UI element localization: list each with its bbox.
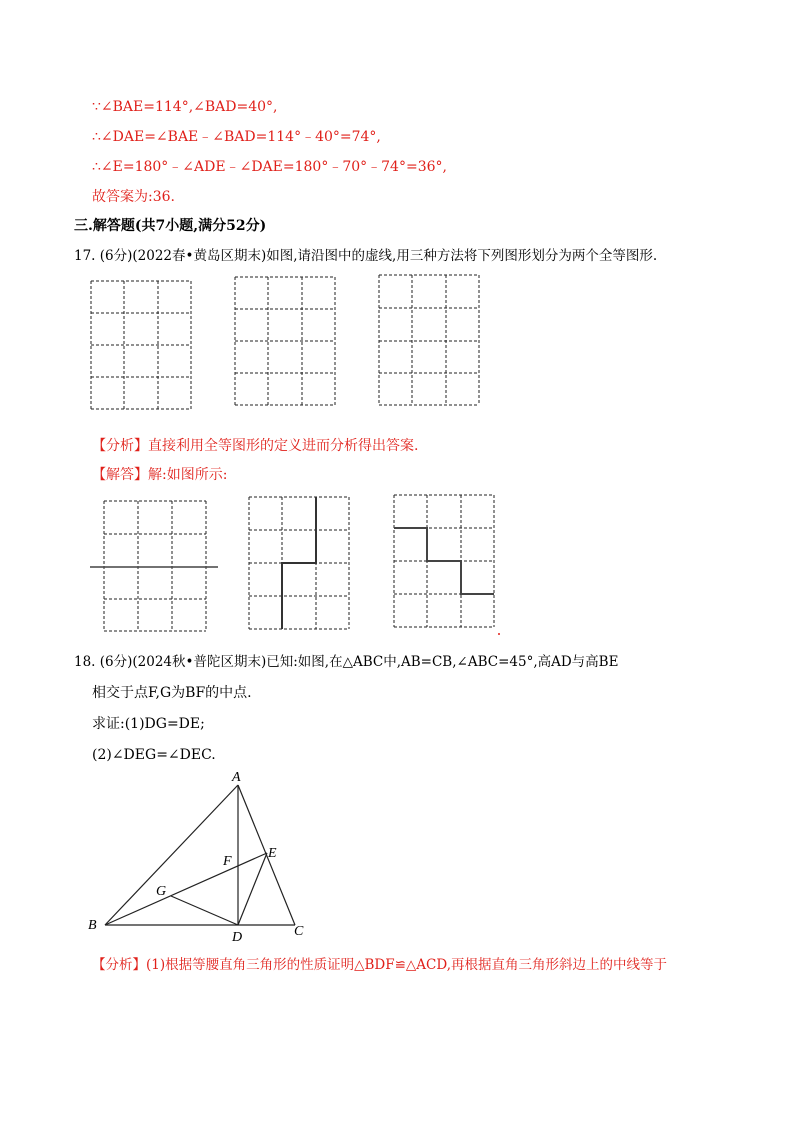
question-18-line-1: 18. (6分)(2024秋•普陀区期末)已知:如图,在△ABC中,AB=CB,∠ABC=45°,高AD与高BE bbox=[74, 654, 619, 670]
question-grid-1 bbox=[90, 280, 194, 412]
section-title: 三.解答题(共7小题,满分52分) bbox=[74, 218, 267, 234]
question-18-prove-1: 求证:(1)DG=DE; bbox=[92, 716, 205, 732]
solution-answer: 故答案为:36. bbox=[92, 189, 175, 205]
label-a: A bbox=[232, 770, 241, 785]
question-18-prove-2: (2)∠DEG=∠DEC. bbox=[92, 747, 216, 763]
label-f: F bbox=[223, 854, 232, 869]
question-grid-3 bbox=[378, 274, 482, 408]
segment-dg bbox=[171, 896, 238, 925]
question-18-line-2: 相交于点F,G为BF的中点. bbox=[92, 685, 252, 701]
label-g: G bbox=[156, 884, 167, 899]
question-grid-2 bbox=[234, 276, 338, 408]
triangle-figure bbox=[80, 765, 320, 945]
answer-grid-1 bbox=[90, 500, 220, 634]
label-c: C bbox=[294, 924, 304, 939]
answer-grid-2 bbox=[248, 496, 352, 632]
question-18-analysis: 【分析】(1)根据等腰直角三角形的性质证明△BDF≌△ACD,再根据直角三角形斜边上的中线等于 bbox=[92, 957, 668, 973]
question-17-answer: 【解答】解:如图所示: bbox=[92, 467, 228, 483]
solution-line-3: ∴∠E=180°﹣∠ADE﹣∠DAE=180°﹣70°﹣74°=36°, bbox=[92, 159, 447, 175]
label-d: D bbox=[232, 930, 243, 945]
solution-line-1: ∵∠BAE=114°,∠BAD=40°, bbox=[92, 99, 278, 115]
solution-line-2: ∴∠DAE=∠BAE﹣∠BAD=114°﹣40°=74°, bbox=[92, 129, 381, 145]
segment-ab bbox=[105, 785, 238, 925]
answer-grid-3 bbox=[393, 494, 505, 638]
question-17-text: 17. (6分)(2022春•黄岛区期末)如图,请沿图中的虚线,用三种方法将下列图形划分为两个全等图形. bbox=[74, 248, 658, 264]
question-17-analysis: 【分析】直接利用全等图形的定义进而分析得出答案. bbox=[92, 438, 419, 454]
label-b: B bbox=[88, 918, 97, 933]
label-e: E bbox=[268, 846, 277, 861]
